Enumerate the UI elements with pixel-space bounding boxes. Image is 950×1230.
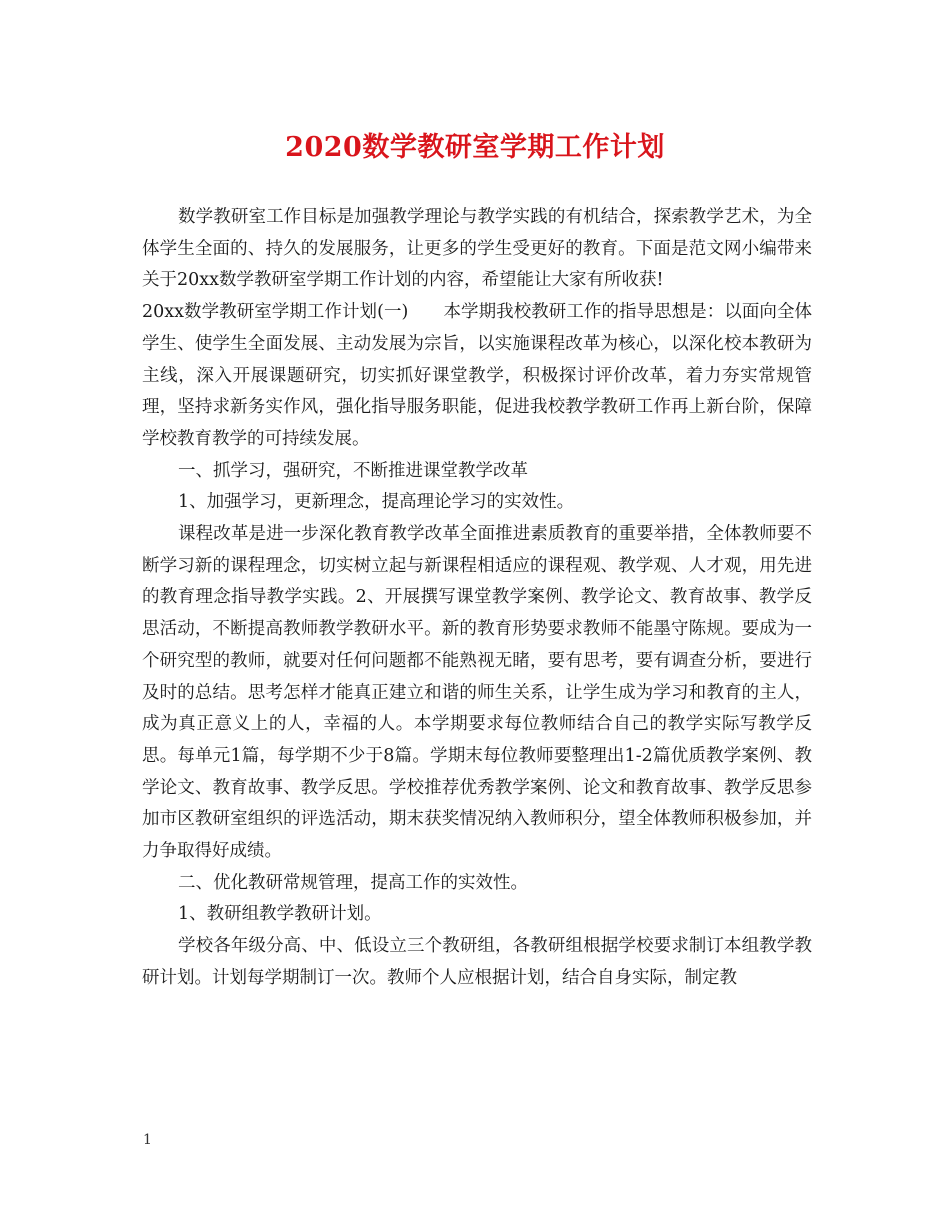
paragraph-guiding-thought: 20xx数学教研室学期工作计划(一) 本学期我校教研工作的指导思想是：以面向全体学生、使学生全面发展、主动发展为宗旨，以实施课程改革为核心，以深化校本教研为主线，深入开展课题研究，切实抓好课堂教学，积极探讨评价改革，着力夯实常规管理，坚持求新务实作风，强化指导服务职能，促进我校教学教研工作再上新台阶，保障学校教育教学的可持续发展。 (142, 302, 812, 449)
heading-section-two: 二、优化教研常规管理，提高工作的实效性。 (178, 872, 528, 893)
paragraph-curriculum-reform: 课程改革是进一步深化教育教学改革全面推进素质教育的重要举措，全体教师要不断学习新的课程理念，切实树立起与新课程相适应的课程观、教学观、人才观，用先进的教育理念指导教学实践。2、开展撰写课堂教学案例、教学论文、教育故事、教学反思活动，不断提高教师教学教研水平。新的教育形势要求教师不能墨守陈规。要成为一个研究型的教师，就要对任何问题都不能熟视无睹，要有思考，要有调查分析，要进行及时的总结。思考怎样才能真正建立和谐的师生关系，让学生成为学习和教育的主人，成为真正意义上的人，幸福的人。本学期要求每位教师结合自己的教学实际写教学反思。每单元1篇，每学期不少于8篇。学期末每位教师要整理出1-2篇优质教学案例、教学论文、教育故事、教学反思。学校推荐优秀教学案例、论文和教育故事、教学反思参加市区教研室组织的评选活动，期末获奖情况纳入教师积分，望全体教师积极参加，并力争取得好成绩。 (142, 524, 812, 862)
document-body (142, 202, 812, 995)
heading-section-one: 一、抓学习，强研究，不断推进课堂教学改革 (178, 460, 528, 481)
heading-item-one: 1、加强学习，更新理念，提高理论学习的实效性。 (178, 492, 575, 513)
document-title: 2020数学教研室学期工作计划 (285, 132, 665, 163)
paragraph-teaching-groups: 学校各年级分高、中、低设立三个教研组，各教研组根据学校要求制订本组教学教研计划。计划每学期制订一次。教师个人应根据计划，结合自身实际，制定教 (142, 936, 812, 988)
heading-item-two-one: 1、教研组教学教研计划。 (178, 904, 382, 925)
page-number: 1 (143, 1132, 152, 1148)
paragraph-intro: 数学教研室工作目标是加强教学理论与教学实践的有机结合，探索教学艺术，为全体学生全面的、持久的发展服务，让更多的学生受更好的教育。下面是范文网小编带来关于20xx数学教研室学期工作计划的内容，希望能让大家有所收获! (142, 207, 812, 291)
